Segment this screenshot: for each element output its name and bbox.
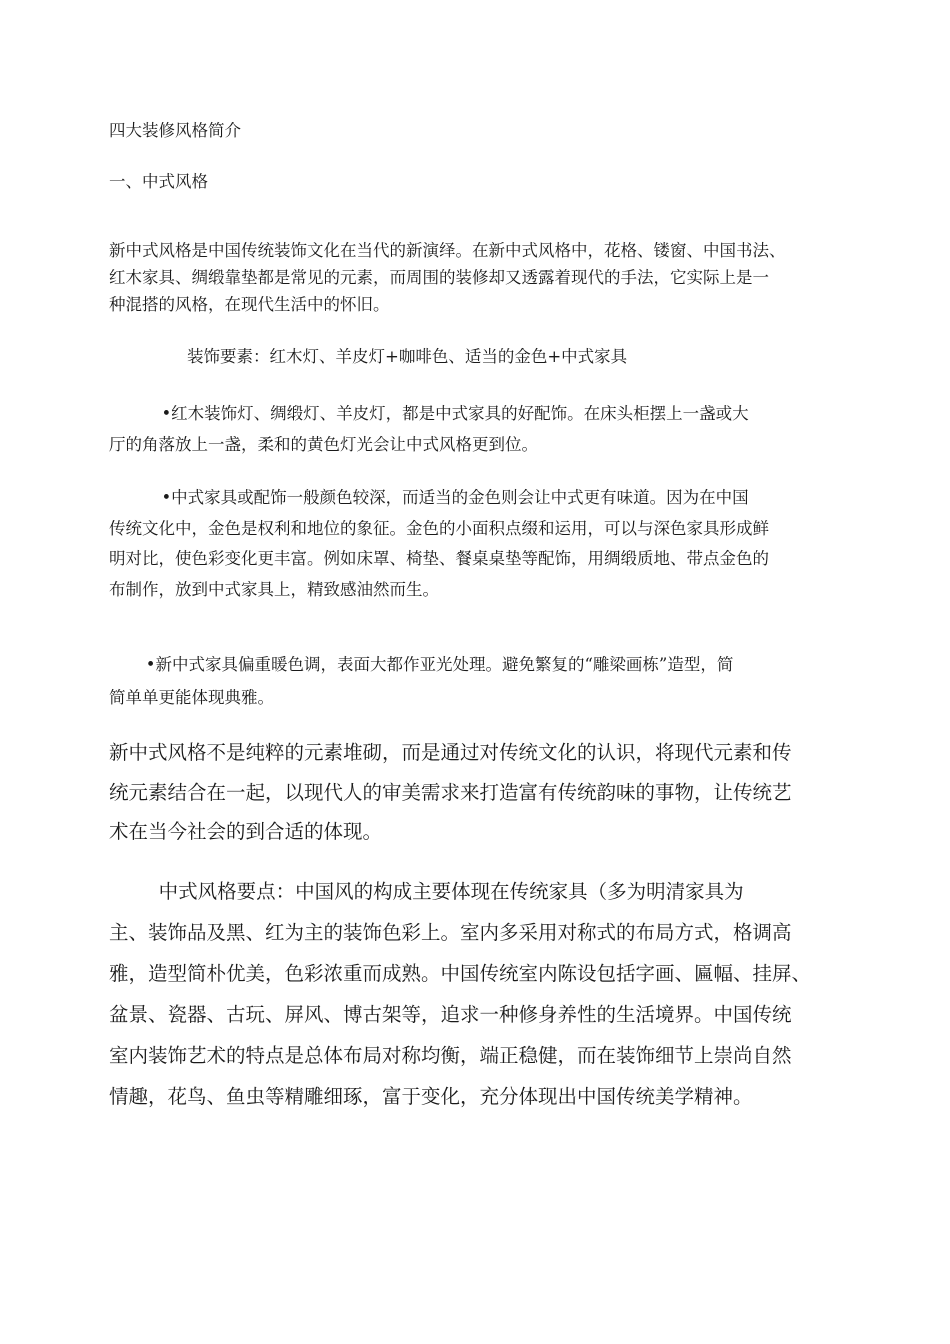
bullet-paragraph-1: •红木装饰灯、绸缎灯、羊皮灯，都是中式家具的好配饰。在床头柜摆上一盏或大 厅的角落放上一盏，柔和的黄色灯光会让中式风格更到位。 [109,404,749,454]
section-heading: 一、中式风格 [109,172,208,191]
style-key-points-paragraph: 中式风格要点：中国风的构成主要体现在传统家具（多为明清家具为 主、装饰品及黑、红为主的装饰色彩上。室内多采用对称式的布局方式，格调高 雅，造型简朴优美，色彩浓重而成熟。中国传统室内陈设包括字画、匾幅、挂屏、 盆景、瓷器、古玩、屏风、博古架等，追求一种修身养性的生活境界。中国传统 室内装饰艺术的特点是总体布局对称均衡，端正稳健，而在装饰细节上崇尚自然 情趣，花鸟、鱼虫等精雕细琢，富于变化，充分体现出中国传统美学精神。 [109,880,812,1108]
bullet-paragraph-3: •新中式家具偏重暖色调，表面大都作亚光处理。避免繁复的“雕梁画栋”造型，简 简单单更能体现典雅。 [109,655,734,707]
document-title: 四大装修风格简介 [109,121,241,140]
body-paragraph-2: 新中式风格不是纯粹的元素堆砌，而是通过对传统文化的认识，将现代元素和传 统元素结合在一起，以现代人的审美需求来打造富有传统韵味的事物，让传统艺 术在当今社会的到合适的体现。 [109,741,792,843]
intro-paragraph: 新中式风格是中国传统装饰文化在当代的新演绎。在新中式风格中，花格、镂窗、中国书法、 红木家具、绸缎靠垫都是常见的元素，而周围的装修却又透露着现代的手法，它实际上是一 种混搭的风格，在现代生活中的怀旧。 [109,241,786,314]
bullet-paragraph-2: •中式家具或配饰一般颜色较深，而适当的金色则会让中式更有味道。因为在中国 传统文化中，金色是权利和地位的象征。金色的小面积点缀和运用，可以与深色家具形成鲜 明对比，使色彩变化更丰富。例如床罩、椅垫、餐桌桌垫等配饰，用绸缎质地、带点金色的 布制作，放到中式家具上，精致感油然而生。 [109,488,769,599]
decor-elements-line: 装饰要素：红木灯、羊皮灯+咖啡色、适当的金色+中式家具 [187,347,628,366]
